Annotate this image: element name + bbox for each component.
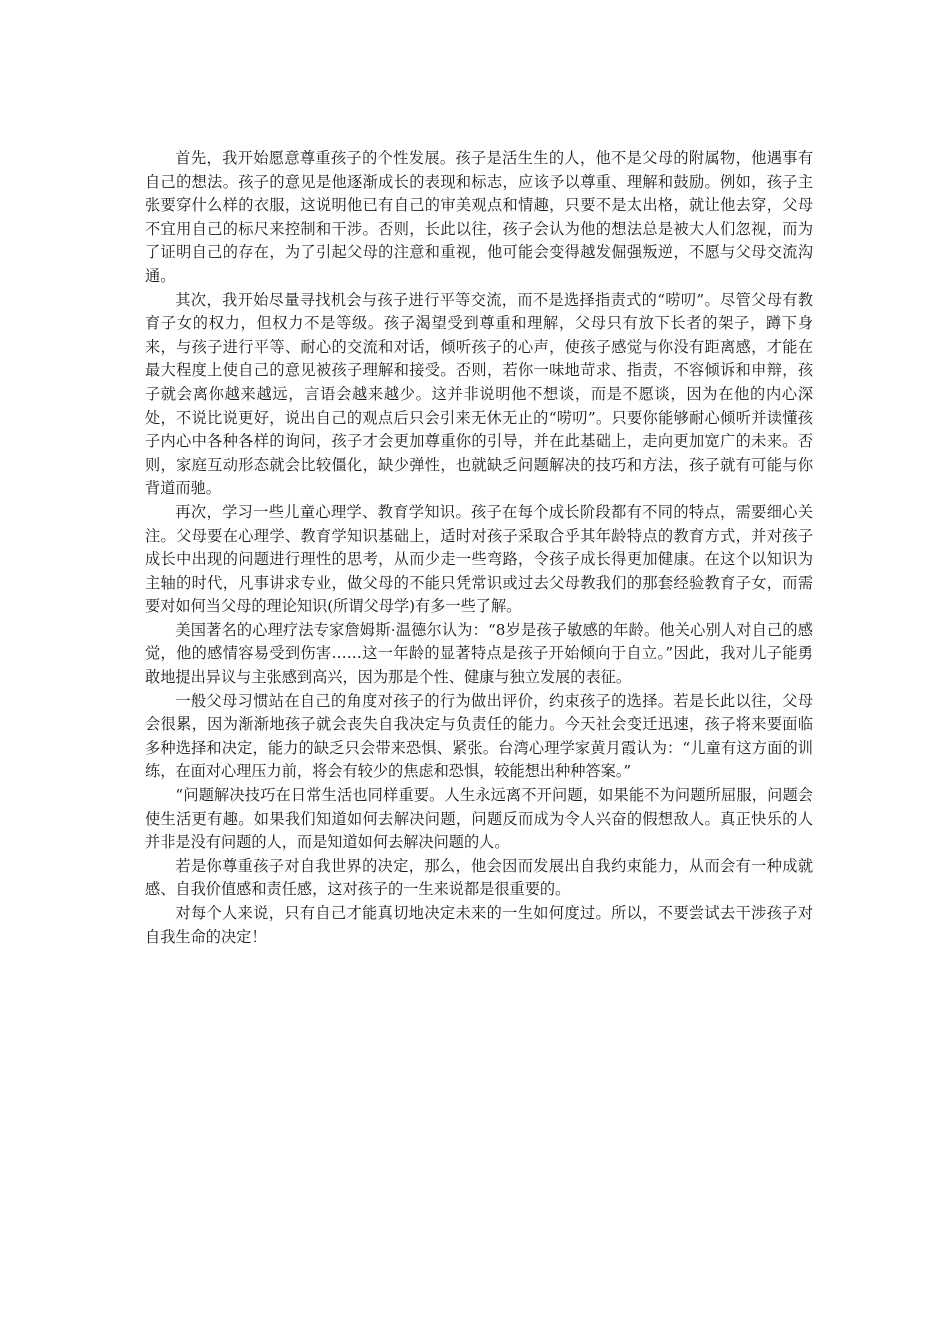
document-body (145, 147, 813, 949)
paragraph-3: 再次，学习一些儿童心理学、教育学知识。孩子在每个成长阶段都有不同的特点，需要细心关注。父母要在心理学、教育学知识基础上，适时对孩子采取合乎其年龄特点的教育方式，并对孩子成长中出现的问题进行理性的思考，从而少走一些弯路，令孩子成长得更加健康。在这个以知识为主轴的时代，凡事讲求专业，做父母的不能只凭常识或过去父母教我们的那套经验教育子女，而需要对如何当父母的理论知识(所谓父母学)有多一些了解。 (145, 502, 813, 616)
paragraph-2: 其次，我开始尽量寻找机会与孩子进行平等交流，而不是选择指责式的“唠叨”。尽管父母有教育子女的权力，但权力不是等级。孩子渴望受到尊重和理解，父母只有放下长者的架子，蹲下身来，与孩子进行平等、耐心的交流和对话，倾听孩子的心声，使孩子感觉与你没有距离感，才能在最大程度上使自己的意见被孩子理解和接受。否则，若你一味地苛求、指责，不容倾诉和申辩，孩子就会离你越来越远，言语会越来越少。这并非说明他不想谈，而是不愿谈，因为在他的内心深处，不说比说更好，说出自己的观点后只会引来无休无止的“唠叨”。只要你能够耐心倾听并读懂孩子内心中各种各样的询问，孩子才会更加尊重你的引导，并在此基础上，走向更加宽广的未来。否则，家庭互动形态就会比较僵化，缺少弹性，也就缺乏问题解决的技巧和方法，孩子就有可能与你背道而驰。 (145, 290, 813, 498)
paragraph-5: 一般父母习惯站在自己的角度对孩子的行为做出评价，约束孩子的选择。若是长此以往，父母会很累，因为渐渐地孩子就会丧失自我决定与负责任的能力。今天社会变迁迅速，孩子将来要面临多种选择和决定，能力的缺乏只会带来恐惧、紧张。台湾心理学家黄月霞认为：“儿童有这方面的训练，在面对心理压力前，将会有较少的焦虑和恐惧，较能想出种种答案。” (145, 691, 813, 781)
paragraph-1: 首先，我开始愿意尊重孩子的个性发展。孩子是活生生的人，他不是父母的附属物，他遇事有自己的想法。孩子的意见是他逐渐成长的表现和标志，应该予以尊重、理解和鼓励。例如，孩子主张要穿什么样的衣服，这说明他已有自己的审美观点和情趣，只要不是太出格，就让他去穿，父母不宜用自己的标尺来控制和干涉。否则，长此以往，孩子会认为他的想法总是被大人们忽视，而为了证明自己的存在，为了引起父母的注意和重视，他可能会变得越发倔强叛逆，不愿与父母交流沟通。 (145, 149, 813, 285)
paragraph-7: 若是你尊重孩子对自我世界的决定，那么，他会因而发展出自我约束能力，从而会有一种成就感、自我价值感和责任感，这对孩子的一生来说都是很重要的。 (145, 856, 813, 899)
paragraph-6: “问题解决技巧在日常生活也同样重要。人生永远离不开问题，如果能不为问题所屈服，问题会使生活更有趣。如果我们知道如何去解决问题，问题反而成为令人兴奋的假想敌人。真正快乐的人并非是没有问题的人，而是知道如何去解决问题的人。 (145, 786, 813, 852)
paragraph-4: 美国著名的心理疗法专家詹姆斯·温德尔认为：“8岁是孩子敏感的年龄。他关心别人对自己的感觉，他的感情容易受到伤害……这一年龄的显著特点是孩子开始倾向于自立。”因此，我对儿子能勇敢地提出异议与主张感到高兴，因为那是个性、健康与独立发展的表征。 (145, 620, 813, 687)
paragraph-8: 对每个人来说，只有自己才能真切地决定未来的一生如何度过。所以，不要尝试去干涉孩子对自我生命的决定！ (145, 904, 813, 946)
